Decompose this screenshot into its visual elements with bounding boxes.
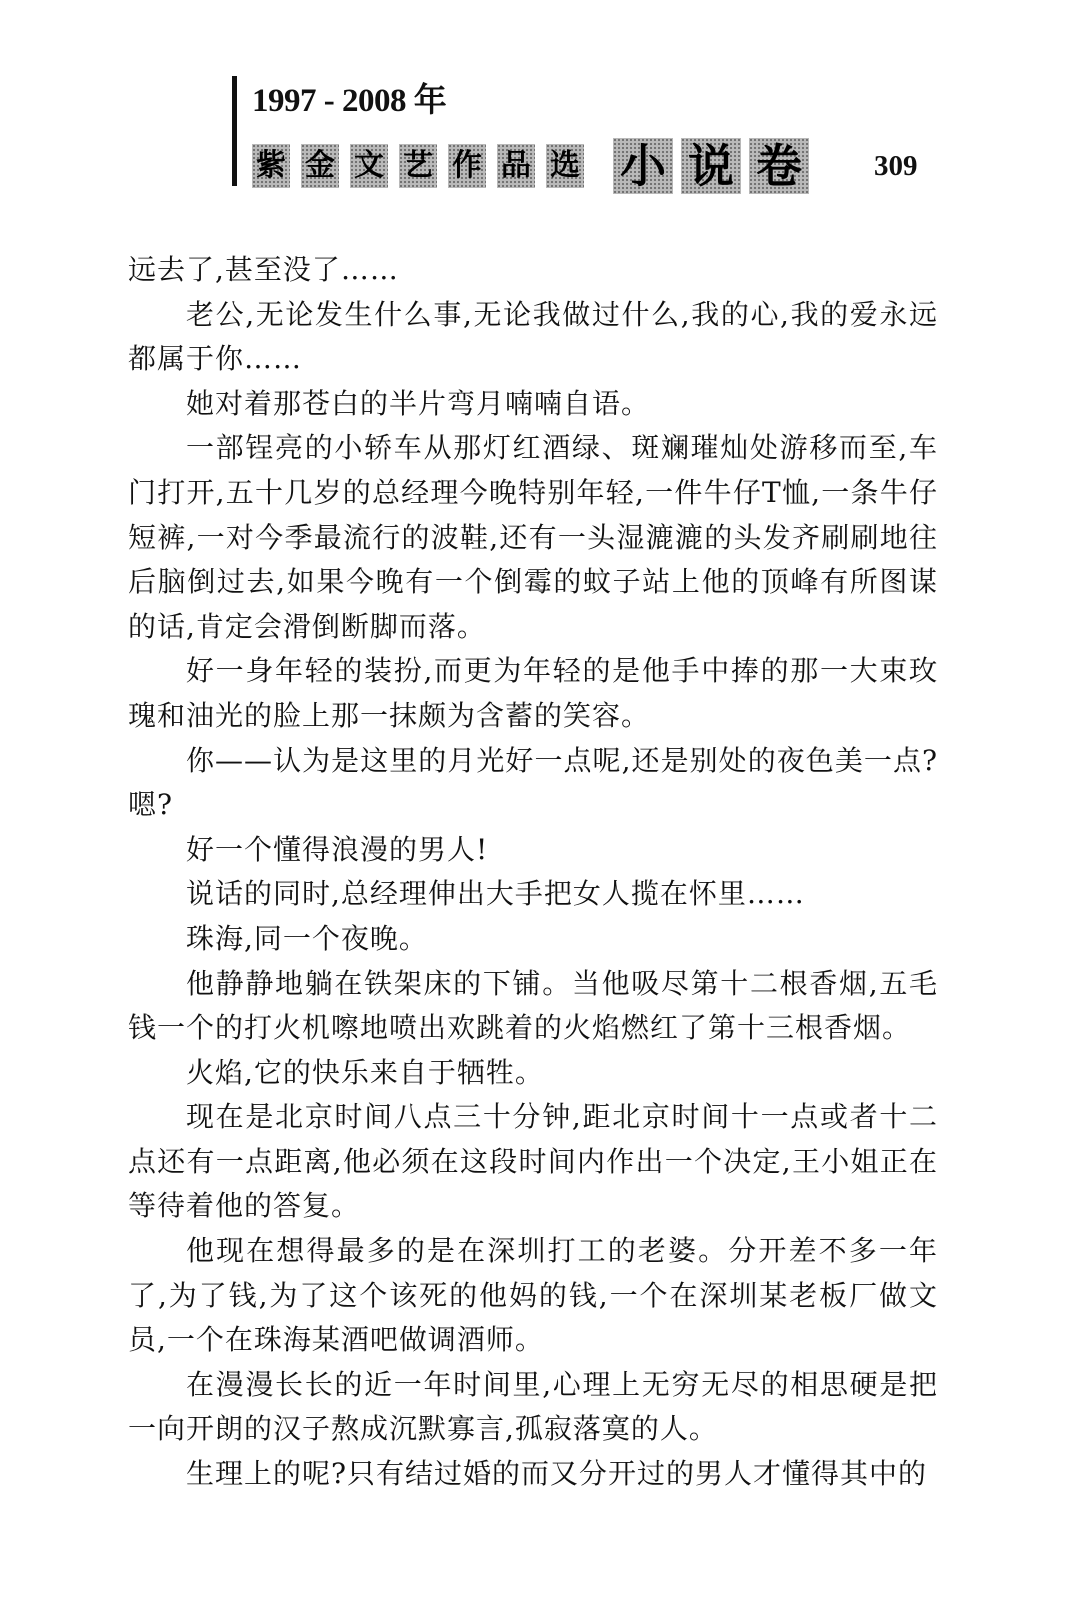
paragraph: 他静静地躺在铁架床的下铺。当他吸尽第十二根香烟,五毛钱一个的打火机嚓地喷出欢跳着的火焰燃红了第十三根香烟。 <box>128 966 938 1045</box>
paragraph: 说话的同时,总经理伸出大手把女人揽在怀里…… <box>186 877 805 911</box>
series-char: 品 <box>497 144 535 188</box>
volume-char: 说 <box>681 138 741 194</box>
series-char: 作 <box>448 144 486 188</box>
paragraph: 好一个懂得浪漫的男人! <box>186 832 489 866</box>
paragraph: 生理上的呢?只有结过婚的而又分开过的男人才懂得其中的 <box>186 1457 928 1491</box>
paragraph: 珠海,同一个夜晚。 <box>186 921 428 955</box>
running-header <box>232 68 932 193</box>
series-char: 文 <box>350 144 388 188</box>
series-char: 金 <box>301 144 339 188</box>
series-char: 选 <box>546 144 584 188</box>
series-char: 艺 <box>399 144 437 188</box>
paragraph: 在漫漫长长的近一年时间里,心理上无穷无尽的相思硬是把一向开朗的汉子熬成沉默寡言,孤寂落寞的人。 <box>128 1367 938 1446</box>
header-series-title <box>252 138 817 194</box>
paragraph: 火焰,它的快乐来自于牺牲。 <box>186 1055 544 1089</box>
volume-char: 小 <box>613 138 673 194</box>
paragraph: 你——认为是这里的月光好一点呢,还是别处的夜色美一点?嗯? <box>128 743 938 822</box>
header-years: 1997 - 2008 年 <box>252 83 447 119</box>
page-number: 309 <box>874 150 918 182</box>
volume-char: 卷 <box>749 138 809 194</box>
body-text <box>128 248 938 1497</box>
paragraph: 他现在想得最多的是在深圳打工的老婆。分开差不多一年了,为了钱,为了这个该死的他妈的钱,一个在深圳某老板厂做文员,一个在珠海某酒吧做调酒师。 <box>128 1234 938 1357</box>
paragraph: 她对着那苍白的半片弯月喃喃自语。 <box>186 386 651 420</box>
paragraph: 远去了,甚至没了…… <box>128 253 399 286</box>
paragraph: 现在是北京时间八点三十分钟,距北京时间十一点或者十二点还有一点距离,他必须在这段时间内作出一个决定,王小姐正在等待着他的答复。 <box>128 1100 938 1223</box>
paragraph: 老公,无论发生什么事,无论我做过什么,我的心,我的爱永远都属于你…… <box>128 297 938 376</box>
paragraph: 一部锃亮的小轿车从那灯红酒绿、斑斓璀灿处游移而至,车门打开,五十几岁的总经理今晚特别年轻,一件牛仔T恤,一条牛仔短裤,一对今季最流行的波鞋,还有一头湿漉漉的头发齐刷刷地往后脑倒过去,如果今晚有一个倒霉的蚊子站上他的顶峰有所图谋的话,肯定会滑倒断脚而落。 <box>128 431 938 643</box>
header-vertical-rule <box>232 76 237 186</box>
series-char: 紫 <box>252 144 290 188</box>
paragraph: 好一身年轻的装扮,而更为年轻的是他手中捧的那一大束玫瑰和油光的脸上那一抹颇为含蓄的笑容。 <box>128 654 938 732</box>
